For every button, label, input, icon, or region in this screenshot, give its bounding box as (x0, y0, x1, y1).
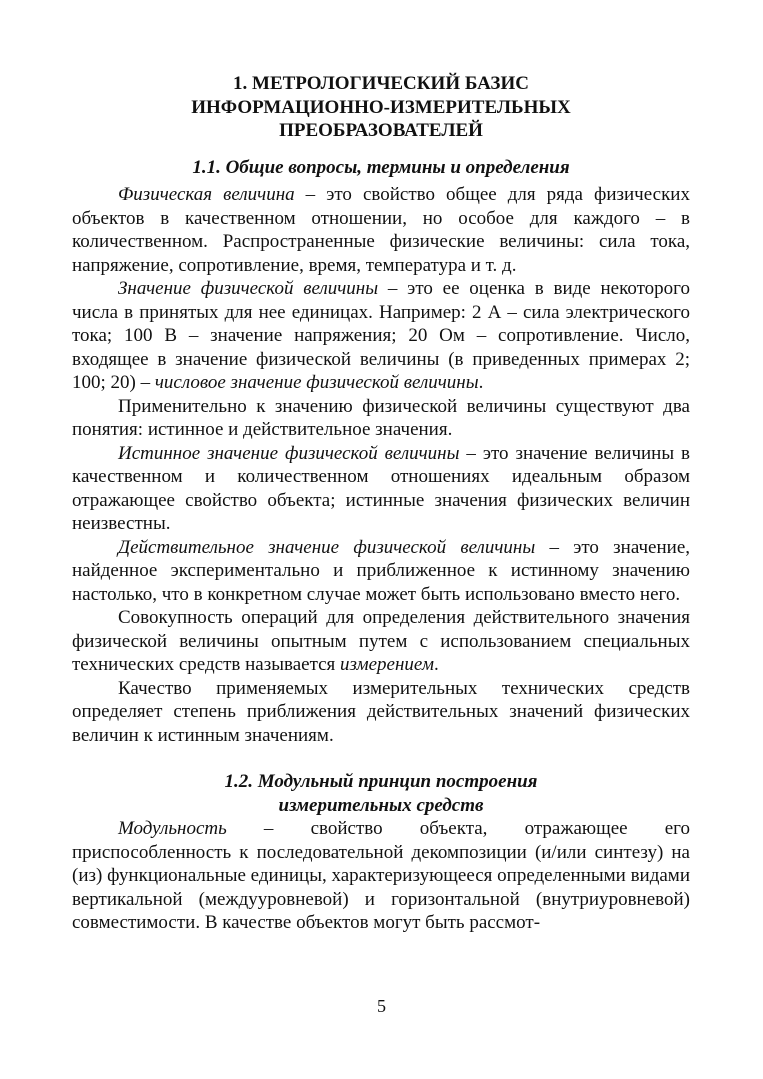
italic-term: измерением (340, 654, 434, 675)
section-1-title: 1.1. Общие вопросы, термины и определения (192, 156, 570, 178)
text-run: – это свойство общее для ряда физических объектов в качественном отношении, но особое для каждого – в количественном. Распространенные физические величины: сила тока, напряжение, сопротивление, время, температура и т. д. (72, 184, 690, 276)
text-run: Применительно к значению физической величины существуют два понятия: истинное и действительное значения. (72, 395, 690, 440)
section-2-body (72, 817, 690, 935)
chapter-title (72, 72, 690, 143)
italic-term: Физическая величина (118, 184, 295, 205)
paragraph (72, 677, 690, 748)
paragraph (72, 817, 690, 935)
chapter-title-line: ПРЕОБРАЗОВАТЕЛЕЙ (279, 120, 483, 141)
chapter-title-line: 1. МЕТРОЛОГИЧЕСКИЙ БАЗИС (233, 73, 529, 94)
text-run: . (478, 372, 484, 393)
paragraph (72, 395, 690, 442)
document-page (72, 72, 690, 935)
text-run: – это значение, найденное экспериментально и приближенное к истинному значению настолько, что в конкретном случае может быть использовано вместо него. (72, 536, 690, 605)
text-run: – свойство объекта, отражающее его приспособленность к последовательной декомпозиции (и/или синтезу) на (из) функциональные единицы, характеризующееся определенными видами вертикальной (междууровневой) и горизонтальной (внутриуровневой) совместимости. В качестве объектов могут быть рассмот- (72, 818, 691, 933)
section-1-body (72, 183, 690, 747)
paragraph (72, 442, 690, 536)
section-2-title-line: измерительных средств (278, 794, 484, 816)
text-run: Совокупность операций для определения действительного значения физической величины опытным путем с использованием специальных технических средств называется (72, 607, 690, 675)
text-run: . (433, 654, 439, 675)
paragraph (72, 277, 690, 395)
paragraph (72, 183, 690, 277)
italic-term: Истинное значение физической величины (118, 442, 460, 464)
chapter-title-line: ИНФОРМАЦИОННО-ИЗМЕРИТЕЛЬНЫХ (191, 96, 571, 118)
italic-term: Действительное значение физической величины (118, 536, 536, 558)
section-2-title (72, 770, 690, 817)
italic-term: Значение физической величины (118, 278, 379, 299)
italic-term: Модульность (118, 818, 227, 839)
text-run: – это ее оценка в виде некоторого числа в принятых для нее единицах. Например: 2 А – сила электрического тока; 100 В – значение напряжения; 20 Ом – сопротивление. Число, входящее в значение физической величины (в приведенных примерах 2; 100; 20) – (72, 278, 690, 393)
text-run: Качество применяемых измерительных технических средств определяет степень приближения действительных значений физических величин к истинным значениям. (72, 677, 690, 746)
paragraph (72, 536, 690, 607)
page-number: 5 (377, 996, 386, 1016)
italic-term: числовое значение физической величины (154, 372, 479, 393)
text-run: – это значение величины в качественном и количественном отношениях идеальным образом отражающее свойство объекта; истинные значения физических величин неизвестны. (72, 442, 690, 534)
section-2-title-line: 1.2. Модульный принцип построения (224, 771, 538, 792)
paragraph (72, 606, 690, 677)
